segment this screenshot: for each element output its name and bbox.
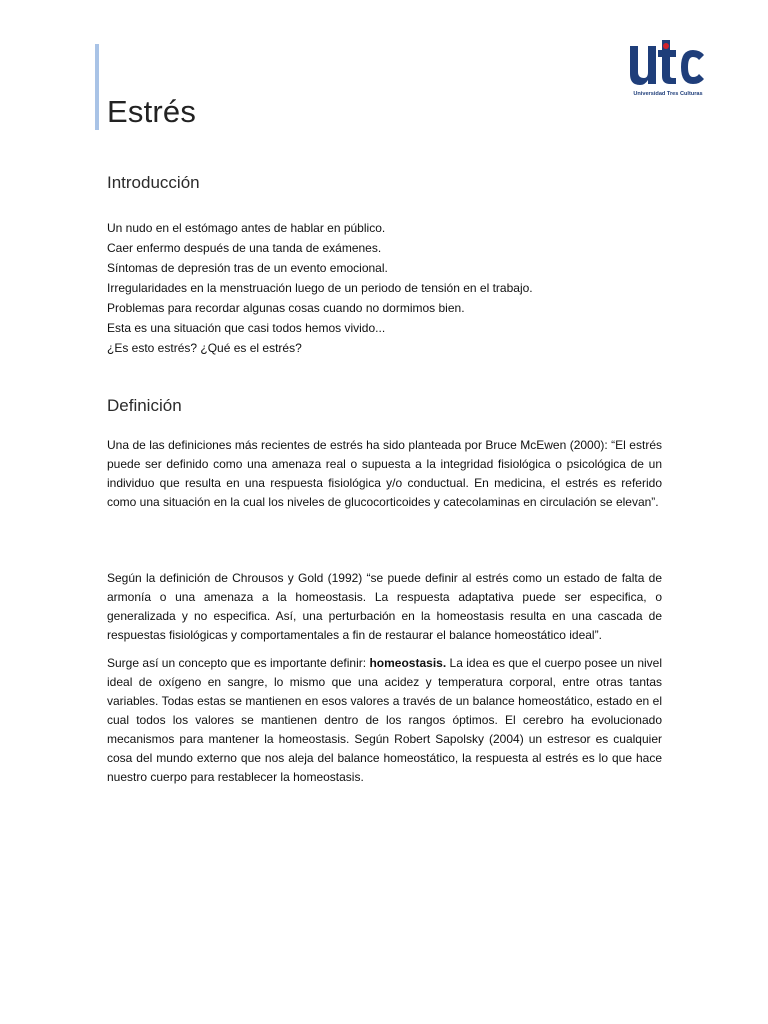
document-title: Estrés	[107, 94, 197, 129]
intro-line: Síntomas de depresión tras de un evento emocional.	[107, 261, 388, 275]
intro-line: Caer enfermo después de una tanda de exámenes.	[107, 241, 382, 255]
svg-text:Universidad Tres Culturas: Universidad Tres Culturas	[633, 91, 703, 97]
paragraph-3-rest: La idea es que el cuerpo posee un nivel ideal de oxígeno en sangre, lo mismo que una acidez y temperatura corporal, entre otras tantas variables. Todas estas se mantienen en esos valores a través de un balance homeostático, estado en el cual todos los valores se mantienen dentro de los rangos óptimos. El cerebro ha evolucionado mecanismos para mantener la homeostasis. Según Robert Sapolsky (2004) un estresor es cualquier cosa del mundo externo que nos aleja del balance homeostático, la respuesta al estrés es lo que hace nuestro cuerpo para restablecer la homeostasis.	[107, 656, 662, 784]
homeostasis-term: homeostasis.	[369, 656, 447, 670]
definicion-paragraph-3	[107, 654, 662, 787]
intro-line: ¿Es esto estrés? ¿Qué es el estrés?	[107, 341, 302, 355]
paragraph-3-intro: Surge así un concepto que es importante definir:	[107, 656, 367, 670]
intro-line: Irregularidades en la menstruación luego de un periodo de tensión en el trabajo.	[107, 281, 533, 295]
intro-line: Un nudo en el estómago antes de hablar en público.	[107, 221, 386, 235]
intro-line: Esta es una situación que casi todos hemos vivido...	[107, 321, 386, 335]
introduccion-heading: Introducción	[107, 173, 200, 192]
utc-logo	[626, 38, 710, 100]
intro-lines-list	[107, 218, 667, 358]
definicion-paragraph-1: Una de las definiciones más recientes de estrés ha sido planteada por Bruce McEwen (2000): “El estrés puede ser definido como una amenaza real o supuesta a la integridad fisiológica o psicológica de un individuo que resulta en una respuesta fisiológica y/o conductual. En medicina, el estrés es referido como una situación en la cual los niveles de glucocorticoides y catecolaminas en circulación se elevan”.	[107, 438, 662, 509]
intro-line: Problemas para recordar algunas cosas cuando no dormimos bien.	[107, 301, 465, 315]
definicion-paragraph-2: Según la definición de Chrousos y Gold (1992) “se puede definir al estrés como un estado de falta de armonía o una amenaza a la homeostasis. La respuesta adaptativa puede ser especifica, o generalizada y no especifica. Así, una perturbación en la homeostasis resulta en una cascada de respuestas fisiológicas y comportamentales a fin de restaurar el balance homeostático ideal”.	[107, 571, 662, 642]
definicion-heading: Definición	[107, 396, 182, 415]
title-accent-bar	[95, 44, 99, 130]
